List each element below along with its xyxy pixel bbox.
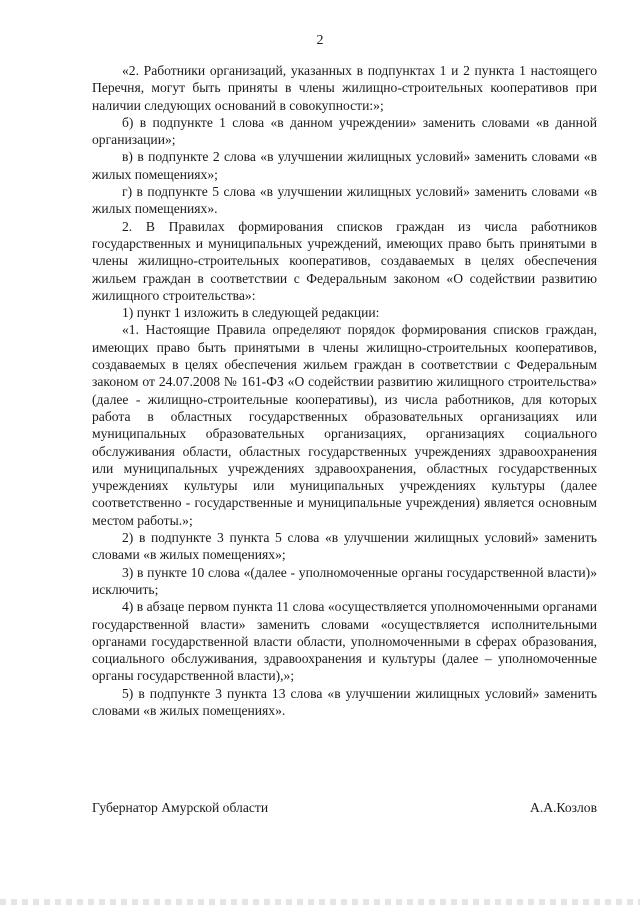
paragraph: «1. Настоящие Правила определяют порядок формирования списков граждан, имеющих право быть принятыми в члены жилищно-строительных кооперативов, создаваемых в целях обеспечения жильем граждан в соответствии с Федеральным законом от 24.07.2008 № 161-ФЗ «О содействии развитию жилищного строительства» (далее - жилищно-строительные кооперативы), из числа работников, для которых работа в областных государственных образовательных организациях или муниципальных образовательных организациях, организациях социального обслуживания области, областных государственных учреждениях здравоохранения или муниципальных учреждениях здравоохранения, областных государственных учреждениях культуры или муниципальных учреждениях культуры (далее соответственно - государственные и муниципальные учреждения) является основным местом работы.»;	[92, 322, 597, 528]
signature-block	[92, 800, 597, 816]
paragraph: 2. В Правилах формирования списков граждан из числа работников государственных и муниципальных учреждений, имеющих право быть принятыми в члены жилищно-строительных кооперативов, создаваемых в целях обеспечения жильем граждан в соответствии с Федеральным законом «О содействии развитию жилищного строительства»:	[92, 218, 597, 303]
paragraph: «2. Работники организаций, указанных в подпунктах 1 и 2 пункта 1 настоящего Перечня, могут быть приняты в члены жилищно-строительных кооперативов при наличии следующих оснований в совокупности:»;	[92, 63, 597, 113]
signatory-name: А.А.Козлов	[530, 800, 597, 815]
paragraph: б) в подпункте 1 слова «в данном учреждении» заменить словами «в данной организации»;	[92, 114, 597, 148]
scan-edge-artifact	[0, 899, 640, 905]
paragraph: г) в подпункте 5 слова «в улучшении жилищных условий» заменить словами «в жилых помещениях».	[92, 184, 597, 217]
paragraph: 4) в абзаце первом пункта 11 слова «осуществляется уполномоченными органами государственной власти» заменить словами «осуществляется исполнительными органами государственной власти области, уполномоченными в сферах образования, социального обслуживания, здравоохранения и культуры (далее – уполномоченные органы государственной власти),»;	[92, 599, 597, 684]
paragraph: 5) в подпункте 3 пункта 13 слова «в улучшении жилищных условий» заменить словами «в жилых помещениях».	[92, 685, 597, 718]
paragraph: 3) в пункте 10 слова «(далее - уполномоченные органы государственной власти)» исключить;	[92, 564, 597, 597]
page-number: 2	[316, 33, 324, 48]
signatory-position: Губернатор Амурской области	[92, 800, 269, 815]
document-body	[92, 62, 597, 719]
paragraph: 2) в подпункте 3 пункта 5 слова «в улучшении жилищных условий» заменить словами «в жилых помещениях»;	[92, 530, 597, 563]
paragraph: в) в подпункте 2 слова «в улучшении жилищных условий» заменить словами «в жилых помещениях»;	[92, 149, 597, 182]
paragraph: 1) пункт 1 изложить в следующей редакции:	[122, 305, 380, 321]
